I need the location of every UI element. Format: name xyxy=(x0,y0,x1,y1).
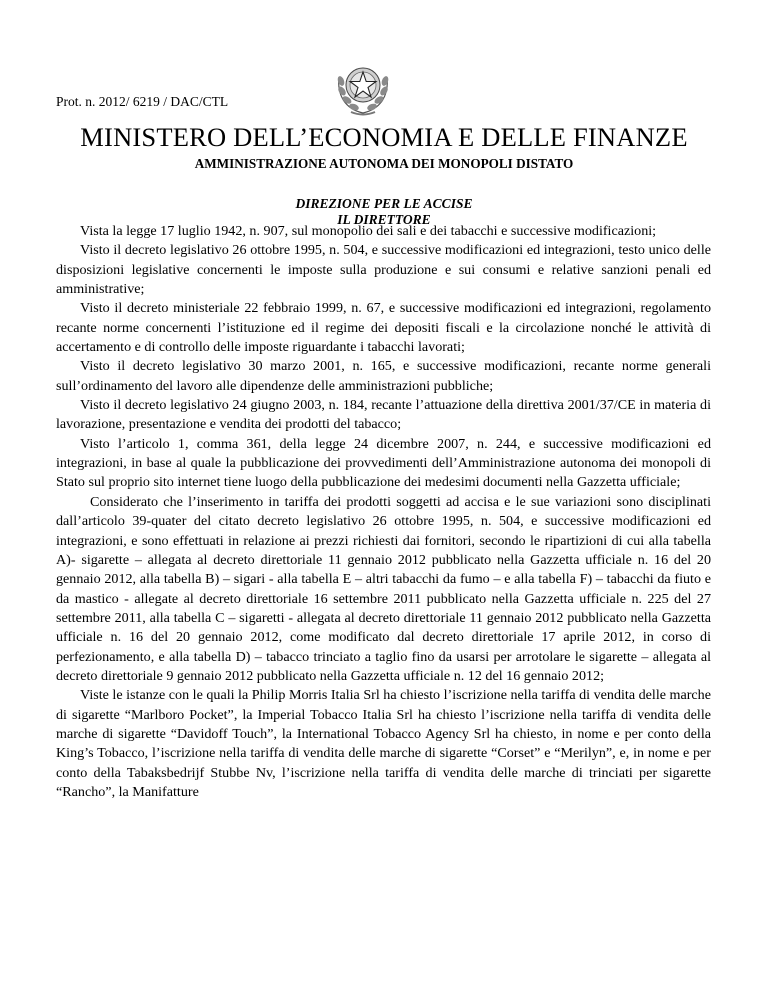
protocol-number: Prot. n. 2012/ 6219 / DAC/CTL xyxy=(56,94,229,109)
paragraph: Viste le istanze con le quali la Philip Morris Italia Srl ha chiesto l’iscrizione nella tariffa di vendita delle marche di sigarette “Marlboro Pocket”, la Imperial Tobacco Italia Srl ha chiesto l’iscrizione nella tariffa di vendita delle marche di sigarette “Davidoff Touch”, la International Tobacco Agency Srl ha chiesto, in nome e per conto della King’s Tobacco, l’iscrizione nella tariffa di vendita delle marche di sigarette “Corset” e “Merilyn”, e, in nome e per conto della Tabaksbedrijf Stubbe Nv, l’iscrizione nella tariffa di vendita delle marche di trinciati per sigarette “Rancho”, la Manifatture xyxy=(56,687,711,800)
paragraph: Visto il decreto legislativo 30 marzo 2001, n. 165, e successive modificazioni, recante norme generali sull’ordinamento del lavoro alle dipendenze delle amministrazioni pubbliche; xyxy=(56,358,711,394)
ministry-title: MINISTERO DELL’ECONOMIA E DELLE FINANZE xyxy=(80,122,688,152)
paragraph: Visto il decreto ministeriale 22 febbraio 1999, n. 67, e successive modificazioni ed integrazioni, regolamento recante norme concernenti l’istituzione ed il regime dei depositi fiscali e la circolazione nonché le attività di accertamento e di controllo delle imposte riguardante i tabacchi lavorati; xyxy=(56,300,711,356)
paragraph: Visto il decreto legislativo 26 ottobre 1995, n. 504, e successive modificazioni ed integrazioni, testo unico delle disposizioni legislative concernenti le imposte sulla produzione e sui consumi e relative sanzioni penali ed amministrative; xyxy=(56,242,711,298)
paragraph: Visto il decreto legislativo 24 giugno 2003, n. 184, recante l’attuazione della direttiva 2001/37/CE in materia di lavorazione, presentazione e vendita dei prodotti del tabacco; xyxy=(56,397,711,433)
agency-subtitle: AMMINISTRAZIONE AUTONOMA DEI MONOPOLI DISTATO xyxy=(194,156,574,171)
paragraph: Visto l’articolo 1, comma 361, della legge 24 dicembre 2007, n. 244, e successive modificazioni ed integrazioni, in base al quale la pubblicazione dei provvedimenti dell’Amministrazione autonoma dei monopoli di Stato sul proprio sito internet tiene luogo della pubblicazione dei medesimi documenti nella Gazzetta ufficiale; xyxy=(56,435,711,491)
paragraph: Vista la legge 17 luglio 1942, n. 907, sul monopolio dei sali e dei tabacchi e successive modificazioni; xyxy=(80,223,657,239)
paragraph: Considerato che l’inserimento in tariffa dei prodotti soggetti ad accisa e le sue variazioni sono disciplinati dall’articolo 39-quater del citato decreto legislativo 26 ottobre 1995, n. 504, e successive modificazioni ed integrazioni, e sono effettuati in relazione ai prezzi richiesti dai fornitori, secondo le ripartizioni di cui alla tabella A)- sigarette – allegata al decreto direttoriale 11 gennaio 2012 pubblicato nella Gazzetta ufficiale n. 16 del 20 gennaio 2012, alla tabella B) – sigari - alla tabella E – altri tabacchi da fumo – e alla tabella F) – tabacchi da fiuto e da mastico - allegate al decreto direttoriale 16 settembre 2011 pubblicato nella Gazzetta ufficiale n. 225 del 27 settembre 2011, alla tabella C – sigaretti - allegata al decreto direttoriale 11 gennaio 2012 pubblicato nella Gazzetta ufficiale n. 16 del 20 gennaio 2012, come modificato dal decreto direttoriale 17 aprile 2012, in corso di perfezionamento, e alla tabella D) – tabacco trinciato a taglio fino da usarsi per arrotolare le sigarette – allegata al decreto direttoriale 9 gennaio 2012 pubblicato nella Gazzetta ufficiale n. 12 del 16 gennaio 2012; xyxy=(56,493,711,684)
director-title: IL DIRETTORE xyxy=(337,212,431,227)
document-body xyxy=(56,222,711,802)
direction-name: DIREZIONE PER LE ACCISE xyxy=(295,196,473,211)
italian-republic-emblem-icon xyxy=(333,55,393,117)
